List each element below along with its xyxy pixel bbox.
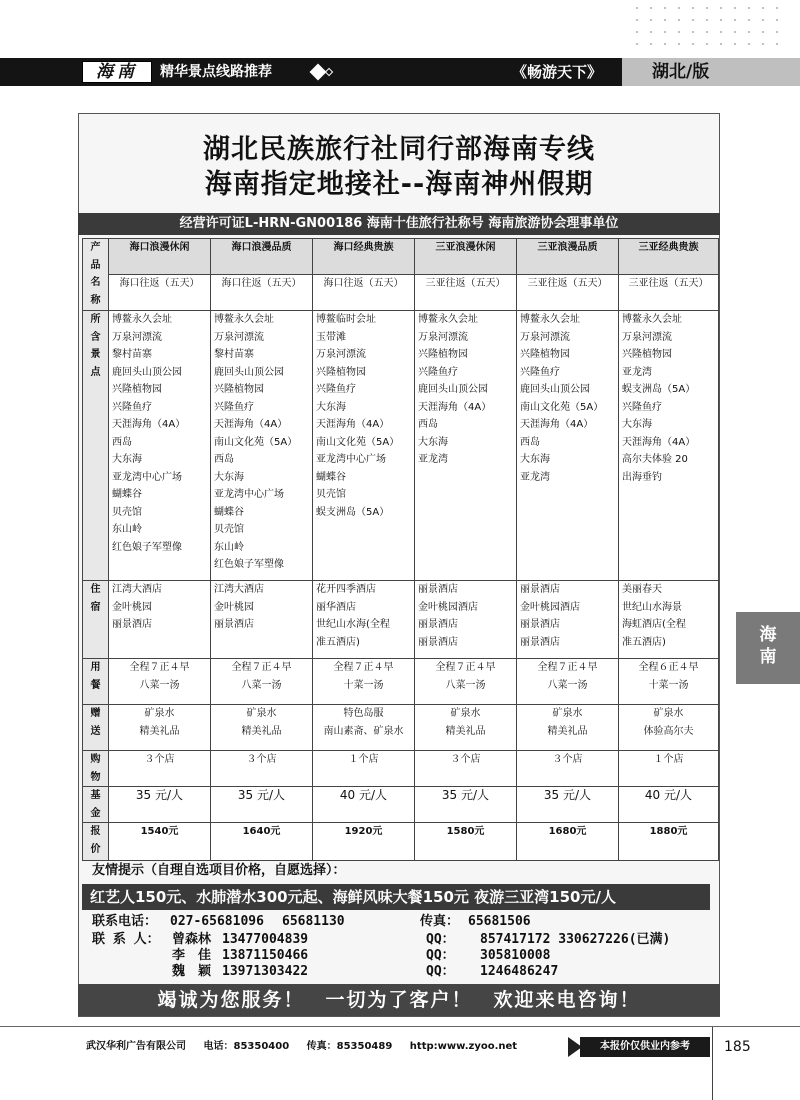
list-item: 博鳌永久会址	[622, 314, 682, 325]
row-label-price: 报价	[83, 823, 109, 861]
list-item: 世纪山水海景	[622, 601, 682, 613]
list-item: 矿泉水	[450, 708, 481, 719]
route-spots	[415, 311, 517, 581]
fax-number: 65681506	[468, 914, 531, 929]
list-item: 大东海	[622, 419, 652, 430]
list-item: 八菜一汤	[445, 679, 486, 691]
tips-items: 红艺人150元、水肺潜水300元起、海鲜风味大餐150元 夜游三亚湾150元/人	[82, 884, 710, 910]
list-item: 兴隆植物园	[622, 349, 672, 360]
route-meals	[109, 659, 211, 705]
list-item: 万泉河漂流	[622, 331, 672, 343]
list-item: 黎村苗寨	[214, 349, 254, 360]
list-item: 鹿回头山顶公园	[418, 384, 488, 395]
route-spots	[517, 311, 619, 581]
route-price: 1880元	[619, 823, 719, 861]
list-item: 蜈支洲岛（5A）	[316, 506, 390, 518]
list-item: 体验高尔夫	[643, 725, 694, 737]
list-item: 矿泉水	[653, 708, 684, 719]
route-name: 海口浪漫品质	[211, 239, 313, 275]
route-shopping: １个店	[619, 751, 719, 787]
list-item: 全程７正４早	[231, 662, 292, 673]
edition-label: 湖北/版	[622, 58, 800, 86]
license-banner: 经营许可证L-HRN-GN00186 海南十佳旅行社称号 海南旅游协会理事单位	[78, 213, 720, 235]
qq-label: QQ：	[426, 932, 455, 947]
magazine-title: 《畅游天下》	[512, 63, 603, 81]
route-name: 三亚浪漫休闲	[415, 239, 517, 275]
route-table	[82, 238, 719, 861]
list-item: 兴隆植物园	[418, 349, 468, 360]
list-item: 蝴蝶谷	[112, 489, 142, 500]
footer-phone: 电话：85350400	[203, 1041, 290, 1052]
list-item: 兴隆鱼疗	[112, 401, 152, 413]
route-hotels	[109, 581, 211, 659]
list-item: 万泉河漂流	[112, 331, 162, 343]
list-item: 八菜一汤	[241, 679, 282, 691]
list-item: 贝壳馆	[214, 524, 244, 535]
contact-mobile: 13971303422	[222, 964, 309, 979]
list-item: 西岛	[112, 436, 132, 448]
route-price: 1580元	[415, 823, 517, 861]
route-fund: 40 元/人	[619, 787, 719, 823]
list-item: 蝴蝶谷	[316, 471, 346, 483]
list-item: 天涯海角（4A）	[418, 401, 492, 413]
route-meals	[619, 659, 719, 705]
list-item: 红色娘子军塑像	[112, 541, 182, 553]
qq-number: 1246486247	[480, 964, 559, 979]
list-item: 全程７正４早	[537, 662, 598, 673]
list-item: 贝壳馆	[316, 489, 346, 500]
route-fund: 35 元/人	[211, 787, 313, 823]
list-item: 精美礼品	[445, 725, 486, 737]
footer-url[interactable]: http:www.zyoo.net	[409, 1041, 518, 1052]
list-item: 丽景酒店	[112, 619, 152, 630]
list-item: 东山岭	[112, 524, 142, 535]
route-price: 1680元	[517, 823, 619, 861]
list-item: 兴隆鱼疗	[520, 366, 560, 378]
list-item: 西岛	[520, 436, 540, 448]
footer-divider	[0, 1026, 800, 1027]
route-hotels	[619, 581, 719, 659]
list-item: 博鳌临时会址	[316, 314, 376, 325]
route-shopping: ３个店	[109, 751, 211, 787]
row-label-meals: 用餐	[83, 659, 109, 705]
list-item: 十菜一汤	[648, 679, 689, 691]
route-duration: 三亚往返（五天）	[619, 275, 719, 311]
list-item: 兴隆植物园	[520, 349, 570, 360]
list-item: 丽华酒店	[316, 601, 356, 613]
list-item: 天涯海角（4A）	[622, 436, 696, 448]
list-item: 金叶桃园酒店	[418, 601, 478, 613]
contact-mobile: 13477004839	[222, 932, 309, 947]
list-item: 精美礼品	[547, 725, 588, 737]
list-item: 亚龙湾中心广场	[214, 489, 284, 500]
route-meals	[415, 659, 517, 705]
route-fund: 35 元/人	[517, 787, 619, 823]
qq-label: QQ：	[426, 948, 455, 963]
route-gifts	[517, 705, 619, 751]
list-item: 海虹酒店(全程	[622, 619, 686, 630]
route-shopping: ３个店	[517, 751, 619, 787]
row-label-hotel: 住宿	[83, 581, 109, 659]
list-item: 西岛	[214, 454, 234, 465]
route-hotels	[415, 581, 517, 659]
route-price: 1540元	[109, 823, 211, 861]
page-number: 185	[724, 1039, 751, 1055]
list-item: 特色岛服	[343, 708, 384, 719]
contact-name: 曾森林	[172, 932, 212, 947]
list-item: 精美礼品	[241, 725, 282, 737]
route-duration: 三亚往返（五天）	[517, 275, 619, 311]
row-label-shopping: 购物	[83, 751, 109, 787]
list-item: 八菜一汤	[139, 679, 180, 691]
footer-note: 本报价仅供业内参考	[580, 1037, 710, 1057]
list-item: 江湾大酒店	[214, 584, 264, 595]
list-item: 丽景酒店	[418, 636, 458, 648]
section-side-tab	[736, 612, 800, 684]
contact-person-label: 联 系 人：	[92, 932, 160, 947]
contact-mobile: 13871150466	[222, 948, 309, 963]
list-item: 亚龙湾	[520, 471, 550, 483]
list-item: 兴隆植物园	[316, 366, 366, 378]
route-fund: 35 元/人	[415, 787, 517, 823]
route-meals	[517, 659, 619, 705]
list-item: 南山文化苑（5A）	[520, 401, 604, 413]
list-item: 高尔夫体验 20	[622, 454, 688, 465]
route-meals	[211, 659, 313, 705]
phone-number: 027-65681096	[170, 914, 264, 929]
qq-number: 857417172 330627226(已满)	[480, 932, 671, 947]
list-item: 万泉河漂流	[418, 331, 468, 343]
list-item: 大东海	[112, 454, 142, 465]
ad-title-line2: 海南指定地接社--海南神州假期	[204, 169, 594, 200]
route-spots	[211, 311, 313, 581]
list-item: 亚龙湾中心广场	[316, 454, 386, 465]
row-label-product: 产品名称	[83, 239, 109, 311]
footer-info	[86, 1040, 531, 1054]
list-item: 金叶桃园酒店	[520, 601, 580, 613]
list-item: 丽景酒店	[418, 619, 458, 630]
route-hotels	[517, 581, 619, 659]
route-shopping: ３个店	[211, 751, 313, 787]
list-item: 金叶桃园	[112, 601, 152, 613]
list-item: 万泉河漂流	[520, 331, 570, 343]
list-item: 金叶桃园	[214, 601, 254, 613]
list-item: 亚龙湾	[418, 454, 448, 465]
footer-fax: 传真：85350489	[306, 1041, 393, 1052]
list-item: 西岛	[418, 419, 438, 430]
route-fund: 40 元/人	[313, 787, 415, 823]
list-item: 兴隆植物园	[214, 384, 264, 395]
list-item: 十菜一汤	[343, 679, 384, 691]
list-item: 蝴蝶谷	[214, 506, 244, 518]
list-item: 博鳌永久会址	[520, 314, 580, 325]
route-duration: 海口往返（五天）	[211, 275, 313, 311]
route-spots	[109, 311, 211, 581]
route-hotels	[211, 581, 313, 659]
slogan-banner: 竭诚为您服务！ 一切为了客户！ 欢迎来电咨询！	[78, 984, 720, 1016]
list-item: 天涯海角（4A）	[316, 419, 390, 430]
route-gifts	[415, 705, 517, 751]
list-item: 花开四季酒店	[316, 584, 376, 595]
route-spots	[313, 311, 415, 581]
route-duration: 海口往返（五天）	[109, 275, 211, 311]
list-item: 丽景酒店	[520, 619, 560, 630]
section-title: 精华景点线路推荐	[160, 64, 272, 80]
list-item: 兴隆鱼疗	[316, 384, 356, 395]
list-item: 矿泉水	[144, 708, 175, 719]
list-item: 兴隆植物园	[112, 384, 162, 395]
list-item: 兴隆鱼疗	[214, 401, 254, 413]
list-item: 红色娘子军塑像	[214, 559, 284, 570]
list-item: 丽景酒店	[520, 636, 560, 648]
list-item: 世纪山水海(全程	[316, 619, 390, 630]
list-item: 天涯海角（4A）	[112, 419, 186, 430]
route-fund: 35 元/人	[109, 787, 211, 823]
list-item: 大东海	[520, 454, 550, 465]
list-item: 全程６正４早	[638, 662, 699, 673]
list-item: 兴隆鱼疗	[418, 366, 458, 378]
list-item: 鹿回头山顶公园	[520, 384, 590, 395]
list-item: 黎村苗寨	[112, 349, 152, 360]
phone-number: 65681130	[282, 914, 345, 929]
route-name: 海口经典贵族	[313, 239, 415, 275]
route-shopping: ３个店	[415, 751, 517, 787]
ad-title-line1: 湖北民族旅行社同行部海南专线	[203, 134, 595, 165]
list-item: 大东海	[316, 401, 346, 413]
list-item: 兴隆鱼疗	[622, 401, 662, 413]
route-name: 海口浪漫休闲	[109, 239, 211, 275]
list-item: 丽景酒店	[520, 584, 560, 595]
row-label-fund: 基金	[83, 787, 109, 823]
route-meals	[313, 659, 415, 705]
qq-number: 305810008	[480, 948, 551, 963]
route-name: 三亚经典贵族	[619, 239, 719, 275]
qq-label: QQ：	[426, 964, 455, 979]
route-name: 三亚浪漫品质	[517, 239, 619, 275]
footer-vertical-rule	[712, 1027, 713, 1100]
list-item: 亚龙湾中心广场	[112, 471, 182, 483]
list-item: 博鳌永久会址	[214, 314, 274, 325]
list-item: 亚龙湾	[622, 366, 652, 378]
list-item: 准五酒店)	[316, 636, 360, 648]
list-item: 全程７正４早	[333, 662, 394, 673]
contact-name: 李 佳	[172, 948, 212, 963]
dot-pattern	[630, 2, 790, 50]
list-item: 玉带滩	[316, 331, 346, 343]
list-item: 大东海	[418, 436, 448, 448]
list-item: 丽景酒店	[418, 584, 458, 595]
route-duration: 海口往返（五天）	[313, 275, 415, 311]
side-tab-label: 海南	[759, 625, 777, 667]
list-item: 美丽春天	[622, 584, 662, 595]
list-item: 贝壳馆	[112, 506, 142, 518]
list-item: 南山文化苑（5A）	[214, 436, 298, 448]
list-item: 大东海	[214, 471, 244, 483]
list-item: 丽景酒店	[214, 619, 254, 630]
route-gifts	[619, 705, 719, 751]
route-price: 1640元	[211, 823, 313, 861]
list-item: 出海垂钓	[622, 471, 662, 483]
list-item: 鹿回头山顶公园	[214, 366, 284, 378]
list-item: 鹿回头山顶公园	[112, 366, 182, 378]
list-item: 博鳌永久会址	[112, 314, 172, 325]
route-gifts	[211, 705, 313, 751]
list-item: 准五酒店)	[622, 636, 666, 648]
tips-title: 友情提示（自理自选项目价格，自愿选择）：	[92, 863, 346, 878]
list-item: 江湾大酒店	[112, 584, 162, 595]
list-item: 全程７正４早	[435, 662, 496, 673]
contact-name: 魏 颖	[172, 964, 212, 979]
list-item: 天涯海角（4A）	[520, 419, 594, 430]
list-item: 万泉河漂流	[214, 331, 264, 343]
route-price: 1920元	[313, 823, 415, 861]
list-item: 万泉河漂流	[316, 349, 366, 360]
list-item: 矿泉水	[552, 708, 583, 719]
list-item: 矿泉水	[246, 708, 277, 719]
section-logo: 海南	[82, 61, 152, 83]
row-label-gifts: 赠送	[83, 705, 109, 751]
fax-label: 传真：	[420, 914, 460, 929]
route-spots	[619, 311, 719, 581]
footer-company: 武汉华利广告有限公司	[86, 1041, 186, 1052]
list-item: 博鳌永久会址	[418, 314, 478, 325]
row-label-spots: 所含景点	[83, 311, 109, 581]
list-item: 南山素斋、矿泉水	[323, 725, 404, 737]
route-gifts	[313, 705, 415, 751]
list-item: 蜈支洲岛（5A）	[622, 384, 696, 395]
list-item: 天涯海角（4A）	[214, 419, 288, 430]
list-item: 南山文化苑（5A）	[316, 436, 400, 448]
list-item: 东山岭	[214, 541, 244, 553]
route-duration: 三亚往返（五天）	[415, 275, 517, 311]
phone-label: 联系电话：	[92, 914, 158, 929]
list-item: 精美礼品	[139, 725, 180, 737]
route-hotels	[313, 581, 415, 659]
list-item: 八菜一汤	[547, 679, 588, 691]
route-gifts	[109, 705, 211, 751]
list-item: 全程７正４早	[129, 662, 190, 673]
route-shopping: １个店	[313, 751, 415, 787]
